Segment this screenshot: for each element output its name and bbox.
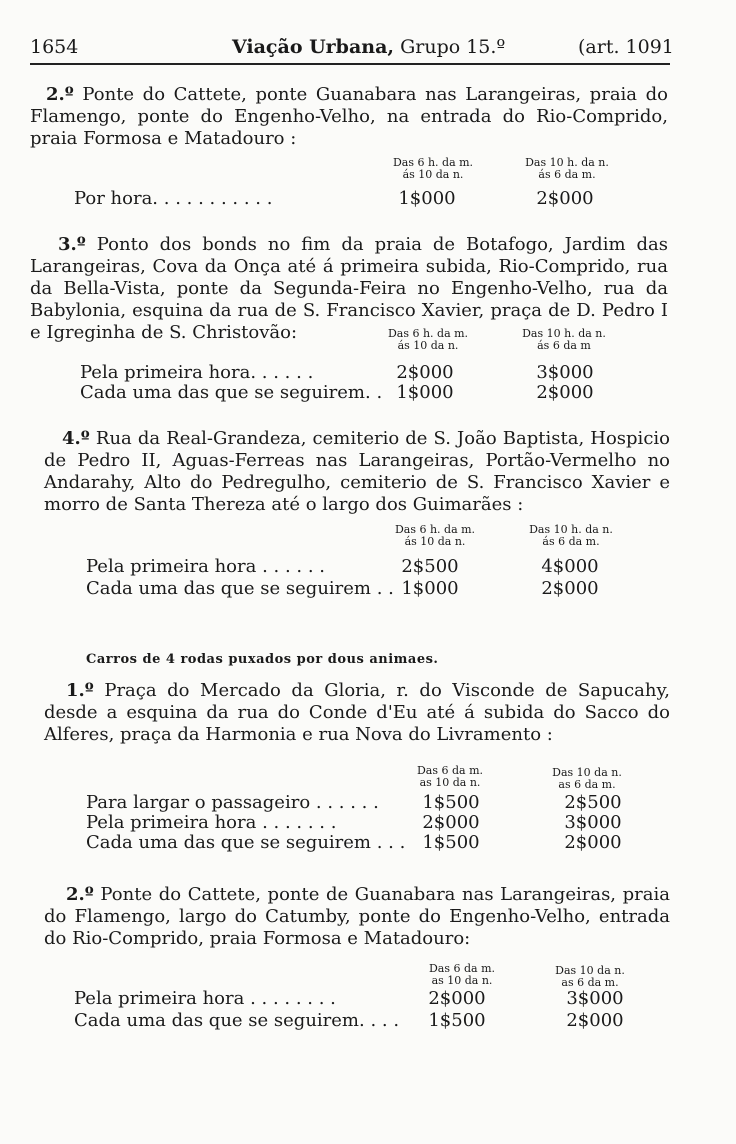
col2-header-line2: ás 6 da m	[537, 339, 591, 352]
col2-header	[509, 328, 619, 352]
col1-header-line1: Das 6 h. da m.	[392, 156, 474, 169]
col1-header	[405, 765, 495, 789]
col2-header-line1: Das 10 da n.	[552, 766, 622, 779]
col2-header-line2: ás 6 da m.	[538, 168, 596, 181]
rate-row-label: Para largar o passageiro . . . . . .	[86, 792, 379, 813]
col2-header-line2: ás 6 da m.	[542, 535, 600, 548]
rate-row-label: Pela primeira hora . . . . . . . .	[74, 988, 336, 1009]
col1-header-line2: ás 10 da n.	[404, 535, 466, 548]
col2-header	[545, 965, 635, 989]
rate-value-day: 1$000	[398, 188, 456, 209]
article-ref: (art. 1091	[578, 36, 674, 58]
carriage-section-2-paragraph	[44, 884, 670, 950]
col2-header-line1: Das 10 da n.	[555, 964, 625, 977]
header-rule	[30, 63, 670, 65]
col1-header-line1: Das 6 da m.	[416, 764, 484, 777]
section-text: Rua da Real-Grandeza, cemiterio de S. João Baptista, Hospicio de Pedro II, Aguas-Ferreas nas Larangeiras, Portão-Vermelho no Andarahy, Alto do Pedregulho, cemiterio de S. Francisco Xavier e morro de Santa Thereza até o largo dos Guimarães :	[44, 428, 670, 515]
rate-value-night: 2$000	[566, 1010, 624, 1031]
col1-header	[380, 524, 490, 548]
rate-value-night: 3$000	[564, 812, 622, 833]
section-text: Ponto dos bonds no fim da praia de Botafogo, Jardim das Larangeiras, Cova da Onça até á primeira subida, Rio-Comprido, rua da Bella-Vista, ponte da Segunda-Feira no Engenho-Velho, rua da Babylonia, esquina da rua de S. Francisco Xavier, praça de D. Pedro I e Igreginha de S. Christovão:	[30, 234, 668, 343]
running-title	[232, 36, 505, 58]
rate-row-label: Cada uma das que se seguirem . . .	[86, 832, 406, 853]
rate-value-day: 1$000	[396, 382, 454, 403]
col2-header	[516, 524, 626, 548]
col2-header-line1: Das 10 h. da n.	[529, 523, 613, 536]
col1-header-line2: as 10 da n.	[431, 974, 493, 987]
rate-value-night: 2$000	[536, 382, 594, 403]
section-number: 4.º	[62, 428, 90, 449]
col1-header-line1: Das 6 da m.	[428, 962, 496, 975]
rate-value-day: 1$000	[401, 578, 459, 599]
rate-value-day: 2$000	[422, 812, 480, 833]
rate-row-label: Cada uma das que se seguirem . .	[86, 578, 394, 599]
subheading: Carros de 4 rodas puxados por dous animaes.	[86, 652, 439, 667]
col2-header-line1: Das 10 h. da n.	[525, 156, 609, 169]
col2-header	[512, 157, 622, 181]
col1-header-line2: ás 10 da n.	[402, 168, 464, 181]
col1-header	[417, 963, 507, 987]
col1-header-line1: Das 6 h. da m.	[394, 523, 476, 536]
group-label: Grupo 15.º	[400, 36, 506, 58]
col1-header-line2: ás 10 da n.	[397, 339, 459, 352]
carriage-section-1-paragraph	[44, 680, 670, 746]
rate-value-night: 2$000	[564, 832, 622, 853]
rate-value-night: 2$000	[541, 578, 599, 599]
rate-row-label: Pela primeira hora . . . . . . .	[86, 812, 337, 833]
section-4-paragraph	[44, 428, 670, 516]
rate-row-label: Cada uma das que se seguirem. .	[80, 382, 383, 403]
rate-value-day: 1$500	[422, 832, 480, 853]
rate-value-night: 3$000	[566, 988, 624, 1009]
section-text: Praça do Mercado da Gloria, r. do Visconde de Sapucahy, desde a esquina da rua do Conde d'Eu até á subida do Sacco do Alferes, praça da Harmonia e rua Nova do Livramento :	[44, 680, 670, 745]
running-title-text: Viação Urbana,	[232, 36, 395, 58]
section-text: Ponte do Cattete, ponte de Guanabara nas Larangeiras, praia do Flamengo, largo do Catumby, ponte do Engenho-Velho, entrada do Rio-Comprido, praia Formosa e Matadouro:	[44, 884, 670, 949]
rate-value-day: 1$500	[428, 1010, 486, 1031]
rate-value-night: 3$000	[536, 362, 594, 383]
rate-row-label: Pela primeira hora. . . . . .	[80, 362, 314, 383]
col1-header-line2: as 10 da n.	[419, 776, 481, 789]
section-text: Ponte do Cattete, ponte Guanabara nas Larangeiras, praia do Flamengo, ponte do Engenho-Velho, na entrada do Rio-Comprido, praia Formosa e Matadouro :	[30, 84, 668, 149]
section-number: 3.º	[58, 234, 86, 255]
section-number: 1.º	[66, 680, 94, 701]
rate-value-day: 2$000	[396, 362, 454, 383]
rate-value-night: 2$500	[564, 792, 622, 813]
rate-row-label: Cada uma das que se seguirem. . . .	[74, 1010, 400, 1031]
col2-header	[542, 767, 632, 791]
col1-header	[373, 328, 483, 352]
col1-header-line1: Das 6 h. da m.	[387, 327, 469, 340]
rate-value-day: 2$000	[428, 988, 486, 1009]
rate-value-day: 1$500	[422, 792, 480, 813]
rate-row-label: Pela primeira hora . . . . . .	[86, 556, 326, 577]
col2-header-line1: Das 10 h. da n.	[522, 327, 606, 340]
col2-header-line2: as 6 da m.	[561, 976, 619, 989]
rate-value-night: 2$000	[536, 188, 594, 209]
col2-header-line2: as 6 da m.	[558, 778, 616, 791]
section-number: 2.º	[66, 884, 94, 905]
rate-row-label: Por hora. . . . . . . . . . .	[74, 188, 273, 209]
section-number: 2.º	[46, 84, 74, 105]
col1-header	[378, 157, 488, 181]
page-number: 1654	[30, 36, 79, 58]
section-2-paragraph	[30, 84, 668, 150]
rate-value-night: 4$000	[541, 556, 599, 577]
rate-value-day: 2$500	[401, 556, 459, 577]
